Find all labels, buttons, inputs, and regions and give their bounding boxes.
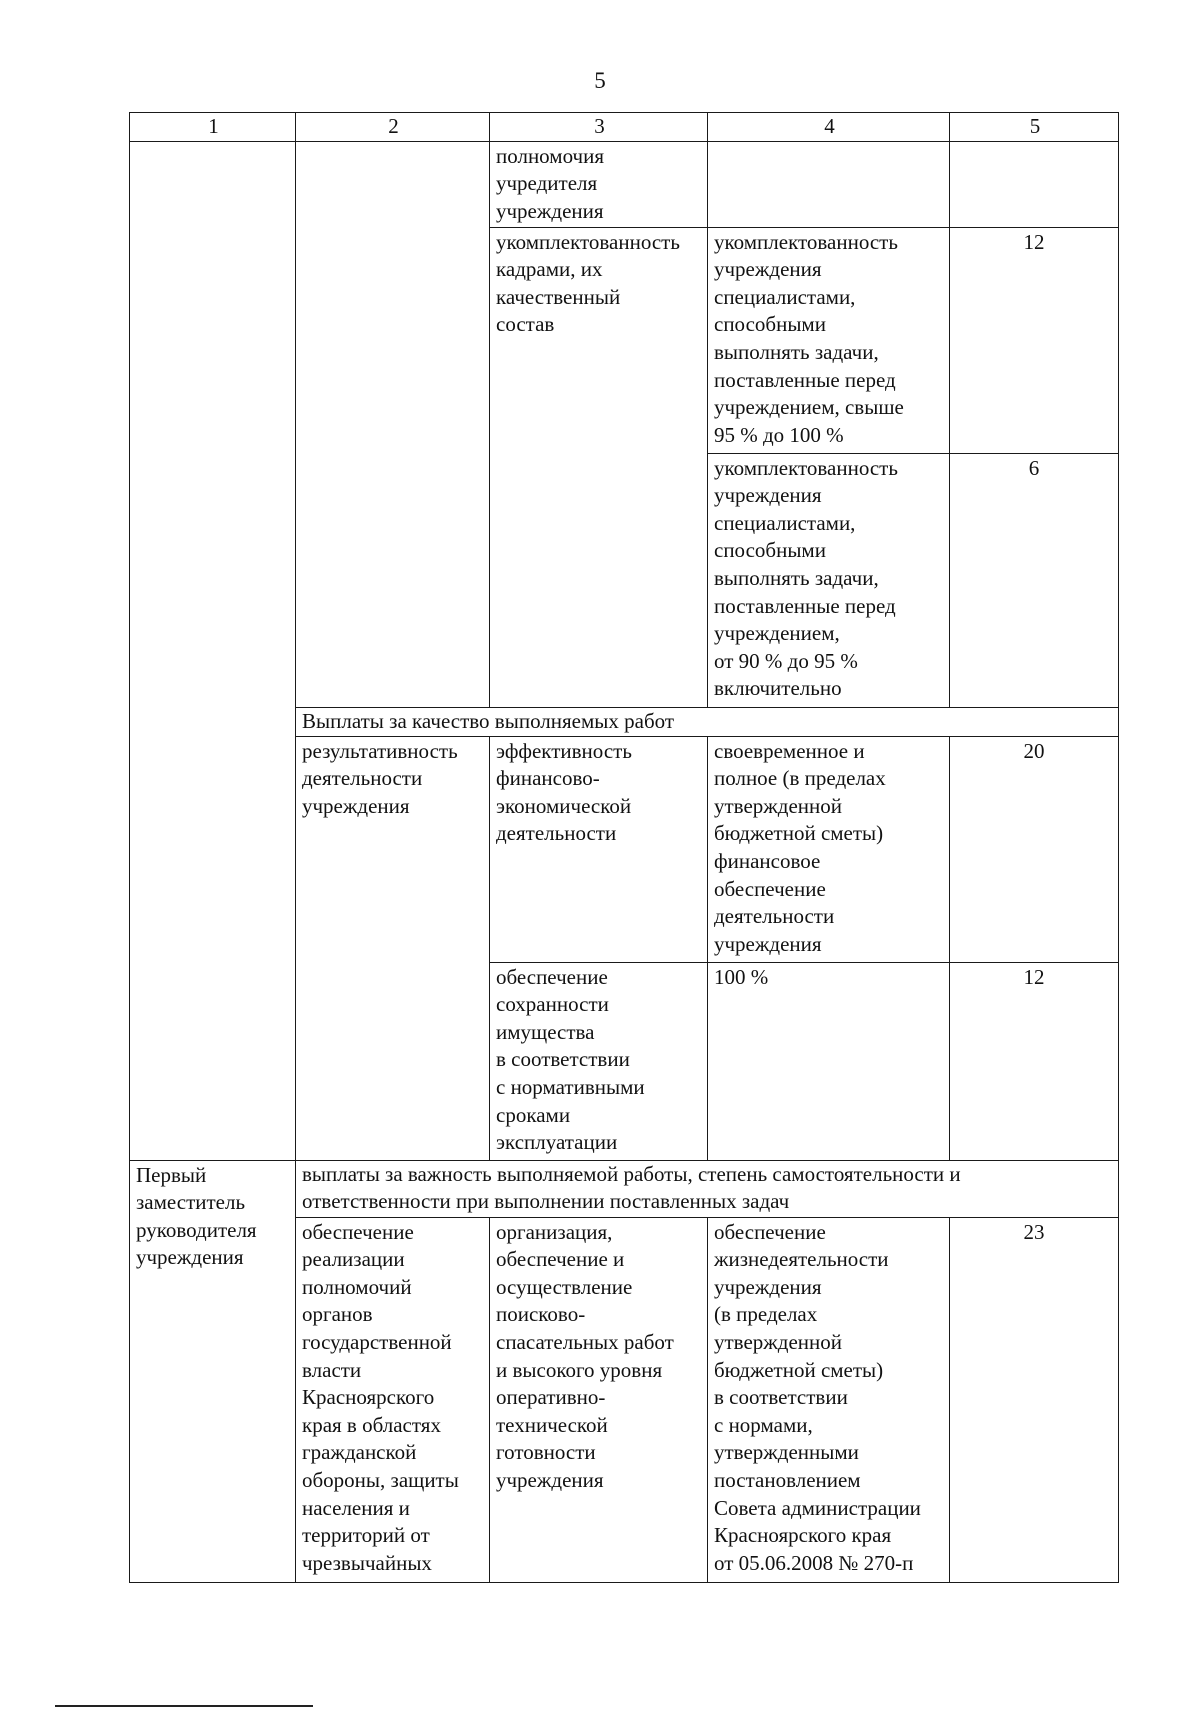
criterion-cell: организация, обеспечение и осуществление поисково- спасательных работ и высокого уровня оперативно- технической готовности учреждения: [490, 1217, 708, 1582]
points-cell: 12: [950, 227, 1119, 453]
criterion-cell: обеспечение сохранности имущества в соответствии с нормативными сроками эксплуатации: [490, 962, 708, 1160]
position-cell-empty: [130, 141, 296, 1160]
criterion-cell: полномочия учредителя учреждения: [490, 141, 708, 227]
page-number: 5: [594, 68, 606, 93]
payment-type-cell: результативность деятельности учреждения: [296, 736, 490, 1160]
column-number-5: 5: [950, 113, 1119, 142]
points-cell: 20: [950, 736, 1119, 962]
criterion-cell: укомплектованность кадрами, их качественный состав: [490, 227, 708, 707]
points-cell: [950, 141, 1119, 227]
condition-cell: укомплектованность учреждения специалистами, способными выполнять задачи, поставленные перед учреждением, свыше 95 % до 100 %: [708, 227, 950, 453]
column-number-3: 3: [490, 113, 708, 142]
points-cell: 12: [950, 962, 1119, 1160]
table-header-row: [130, 113, 1119, 142]
condition-cell: своевременное и полное (в пределах утвержденной бюджетной сметы) финансовое обеспечение деятельности учреждения: [708, 736, 950, 962]
criteria-table: [129, 112, 1119, 1583]
condition-cell: укомплектованность учреждения специалистами, способными выполнять задачи, поставленные перед учреждением, от 90 % до 95 % включительно: [708, 453, 950, 707]
column-number-4: 4: [708, 113, 950, 142]
footer-rule: [55, 1705, 313, 1707]
points-cell: 6: [950, 453, 1119, 707]
column-number-2: 2: [296, 113, 490, 142]
points-cell: 23: [950, 1217, 1119, 1582]
section-row: [130, 1160, 1119, 1217]
criterion-cell: эффективность финансово- экономической деятельности: [490, 736, 708, 962]
condition-cell: 100 %: [708, 962, 950, 1160]
condition-cell: [708, 141, 950, 227]
position-cell: Первый заместитель руководителя учреждения: [130, 1160, 296, 1582]
table-row: [130, 141, 1119, 227]
section-title: Выплаты за качество выполняемых работ: [296, 707, 1119, 736]
section-title: выплаты за важность выполняемой работы, степень самостоятельности и ответственности при выполнении поставленных задач: [296, 1160, 1119, 1217]
condition-cell: обеспечение жизнедеятельности учреждения (в пределах утвержденной бюджетной сметы) в соответствии с нормами, утвержденными постановлением Совета администрации Красноярского края от 05.06.2008 № 270-п: [708, 1217, 950, 1582]
payment-type-cell-empty: [296, 141, 490, 707]
column-number-1: 1: [130, 113, 296, 142]
payment-type-cell: обеспечение реализации полномочий органов государственной власти Красноярского края в областях гражданской обороны, защиты населения и территорий от чрезвычайных: [296, 1217, 490, 1582]
